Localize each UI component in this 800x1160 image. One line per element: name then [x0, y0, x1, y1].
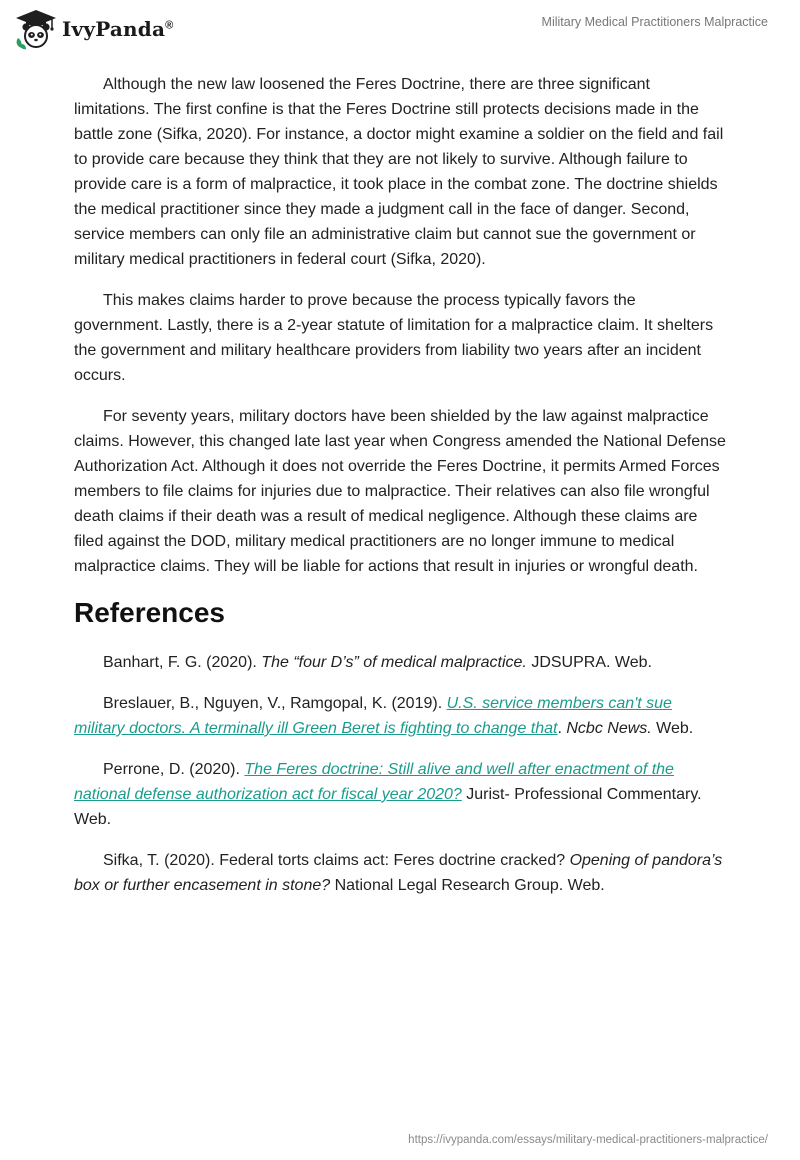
reference-text: Breslauer, B., Nguyen, V., Ramgopal, K. (2019). — [103, 695, 447, 712]
source-url[interactable]: https://ivypanda.com/essays/military-medical-practitioners-malpractice/ — [408, 1134, 768, 1146]
reference-item — [74, 650, 726, 675]
page-header — [0, 0, 800, 60]
reference-title: The “four D’s” of medical malpractice. — [261, 654, 527, 671]
reference-source: Ncbc News. — [566, 720, 652, 737]
registered-mark: ® — [165, 19, 174, 32]
panda-graduate-icon — [14, 8, 58, 50]
reference-item — [74, 848, 726, 898]
logo-text: IvyPanda — [62, 17, 166, 41]
reference-item — [74, 691, 726, 741]
reference-text: Sifka, T. (2020). Federal torts claims act: Feres doctrine cracked? — [103, 852, 570, 869]
body-paragraph: For seventy years, military doctors have been shielded by the law against malpractice claims. However, this changed late last year when Congress amended the National Defense Authorization Act. Although it does not override the Feres Doctrine, it permits Armed Forces members to file claims for injuries due to malpractice. Their relatives can also file wrongful death claims if their death was a result of medical negligence. Although these claims are filed against the DOD, military medical practitioners are no longer immune to medical malpractice claims. They will be liable for actions that result in injuries or wrongful death. — [74, 408, 726, 575]
reference-text: JDSUPRA. Web. — [526, 654, 652, 671]
reference-link[interactable]: U.S. service members can't sue military doctors. A terminally ill Green Beret is fighting to change that — [74, 695, 672, 737]
essay-content — [74, 72, 726, 914]
reference-text: Perrone, D. (2020). — [103, 761, 245, 778]
ivypanda-logo[interactable] — [14, 8, 173, 50]
references-heading: References — [74, 597, 225, 628]
reference-text: . — [557, 720, 567, 737]
reference-title: Opening of pandora’s box or further encasement in stone? — [74, 852, 723, 894]
body-paragraph: Although the new law loosened the Feres Doctrine, there are three significant limitations. The first confine is that the Feres Doctrine still protects decisions made in the battle zone (Sifka, 2020). For instance, a doctor might examine a soldier on the field and fail to provide care because they think that they are not likely to survive. Although failure to provide care is a form of malpractice, it took place in the combat zone. The doctrine shields the medical practitioner since they made a judgment call in the face of danger. Second, service members can only file an administrative claim but cannot sue the government or military medical practitioners in federal court (Sifka, 2020). — [74, 76, 724, 268]
reference-text: Jurist- Professional Commentary. Web. — [74, 786, 702, 828]
body-paragraph: This makes claims harder to prove because the process typically favors the government. Lastly, there is a 2-year statute of limitation for a malpractice claim. It shelters the government and military healthcare providers from liability two years after an incident occurs. — [74, 292, 714, 384]
reference-link[interactable]: The Feres doctrine: Still alive and well after enactment of the national defense authorization act for fiscal year 2020? — [74, 761, 674, 803]
reference-text: Banhart, F. G. (2020). — [103, 654, 262, 671]
reference-text: Web. — [651, 720, 694, 737]
reference-item — [74, 757, 726, 832]
document-title: Military Medical Practitioners Malpractice — [541, 15, 768, 29]
reference-text: National Legal Research Group. Web. — [330, 877, 605, 894]
